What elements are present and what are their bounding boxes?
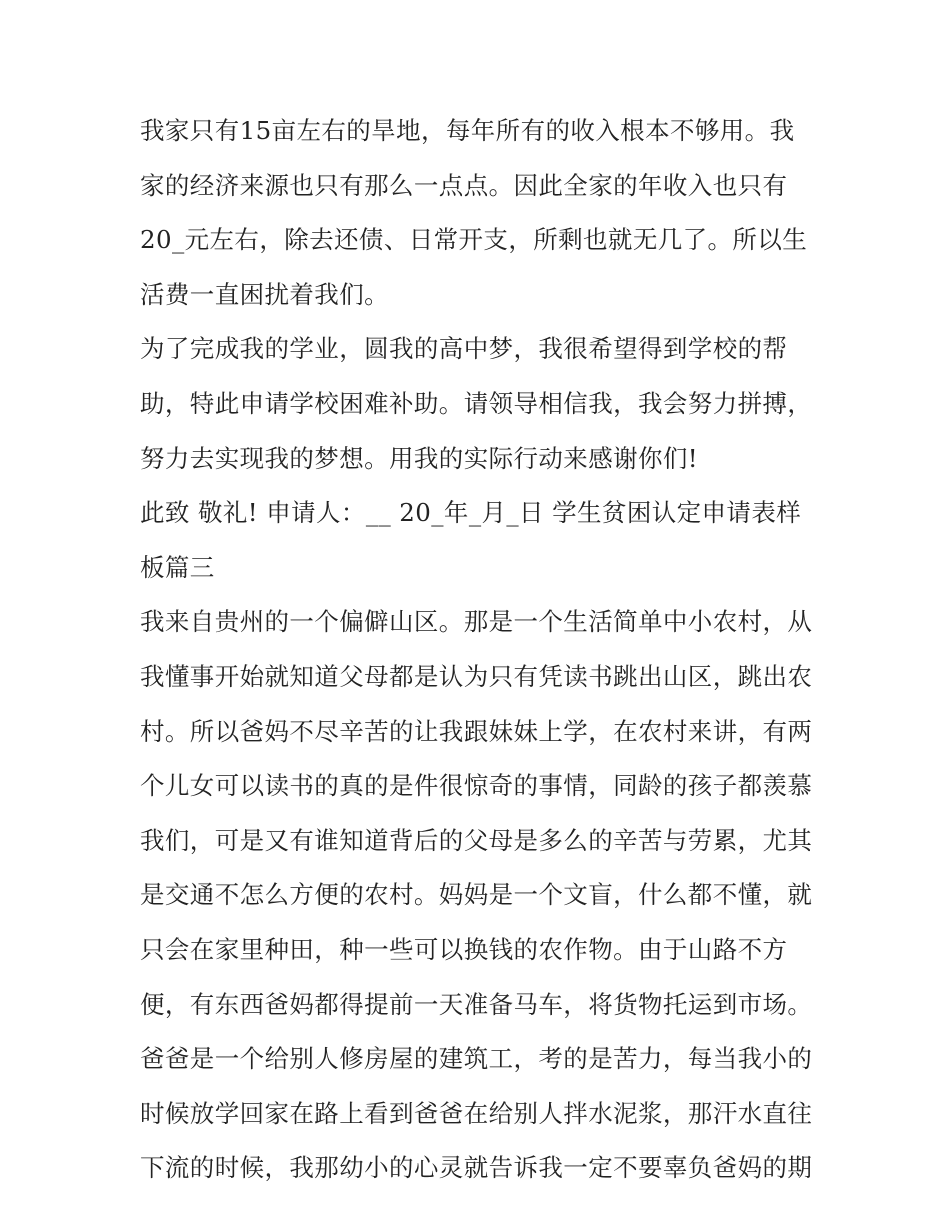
text-line-13: 个儿女可以读书的真的是件很惊奇的事情，同龄的孩子都羡慕 (140, 771, 813, 801)
text-line-1: 我家只有15亩左右的旱地，每年所有的收入根本不够用。我 (140, 116, 795, 145)
text-line-20: 下流的时候，我那幼小的心灵就告诉我一定不要辜负爸妈的期 (140, 1153, 813, 1183)
text-line-11: 我懂事开始就知道父母都是认为只有凭读书跳出山区，跳出农 (140, 661, 813, 691)
text-line-3: 20_元左右，除去还债、日常开支，所剩也就无几了。所以生 (140, 225, 808, 255)
text-line-10: 我来自贵州的一个偏僻山区。那是一个生活简单中小农村，从 (140, 607, 813, 637)
text-line-4: 活费一直困扰着我们。 (140, 279, 389, 309)
text-line-2: 家的经济来源也只有那么一点点。因此全家的年收入也只有 (140, 170, 788, 200)
body-text (140, 104, 820, 1196)
text-line-5: 为了完成我的学业，圆我的高中梦，我很希望得到学校的帮 (140, 334, 788, 364)
text-line-7: 努力去实现我的梦想。用我的实际行动来感谢你们! (140, 443, 699, 473)
text-line-16: 只会在家里种田，种一些可以换钱的农作物。由于山路不方 (140, 934, 788, 964)
text-line-15: 是交通不怎么方便的农村。妈妈是一个文盲，什么都不懂，就 (140, 880, 813, 910)
text-line-14: 我们，可是又有谁知道背后的父母是多么的辛苦与劳累，尤其 (140, 825, 813, 855)
text-line-17: 便，有东西爸妈都得提前一天准备马车，将货物托运到市场。 (140, 989, 813, 1019)
text-line-8: 此致 敬礼! 申请人：__ 20_年_月_日 学生贫困认定申请表样 (140, 498, 802, 528)
text-line-19: 时候放学回家在路上看到爸爸在给别人拌水泥浆，那汗水直往 (140, 1098, 813, 1128)
text-line-12: 村。所以爸妈不尽辛苦的让我跟妹妹上学，在农村来讲，有两 (140, 716, 813, 746)
text-line-9: 板篇三 (140, 552, 215, 582)
text-line-18: 爸爸是一个给别人修房屋的建筑工，考的是苦力，每当我小的 (140, 1044, 813, 1074)
text-line-6: 助，特此申请学校困难补助。请领导相信我，我会努力拼搏， (140, 388, 813, 418)
